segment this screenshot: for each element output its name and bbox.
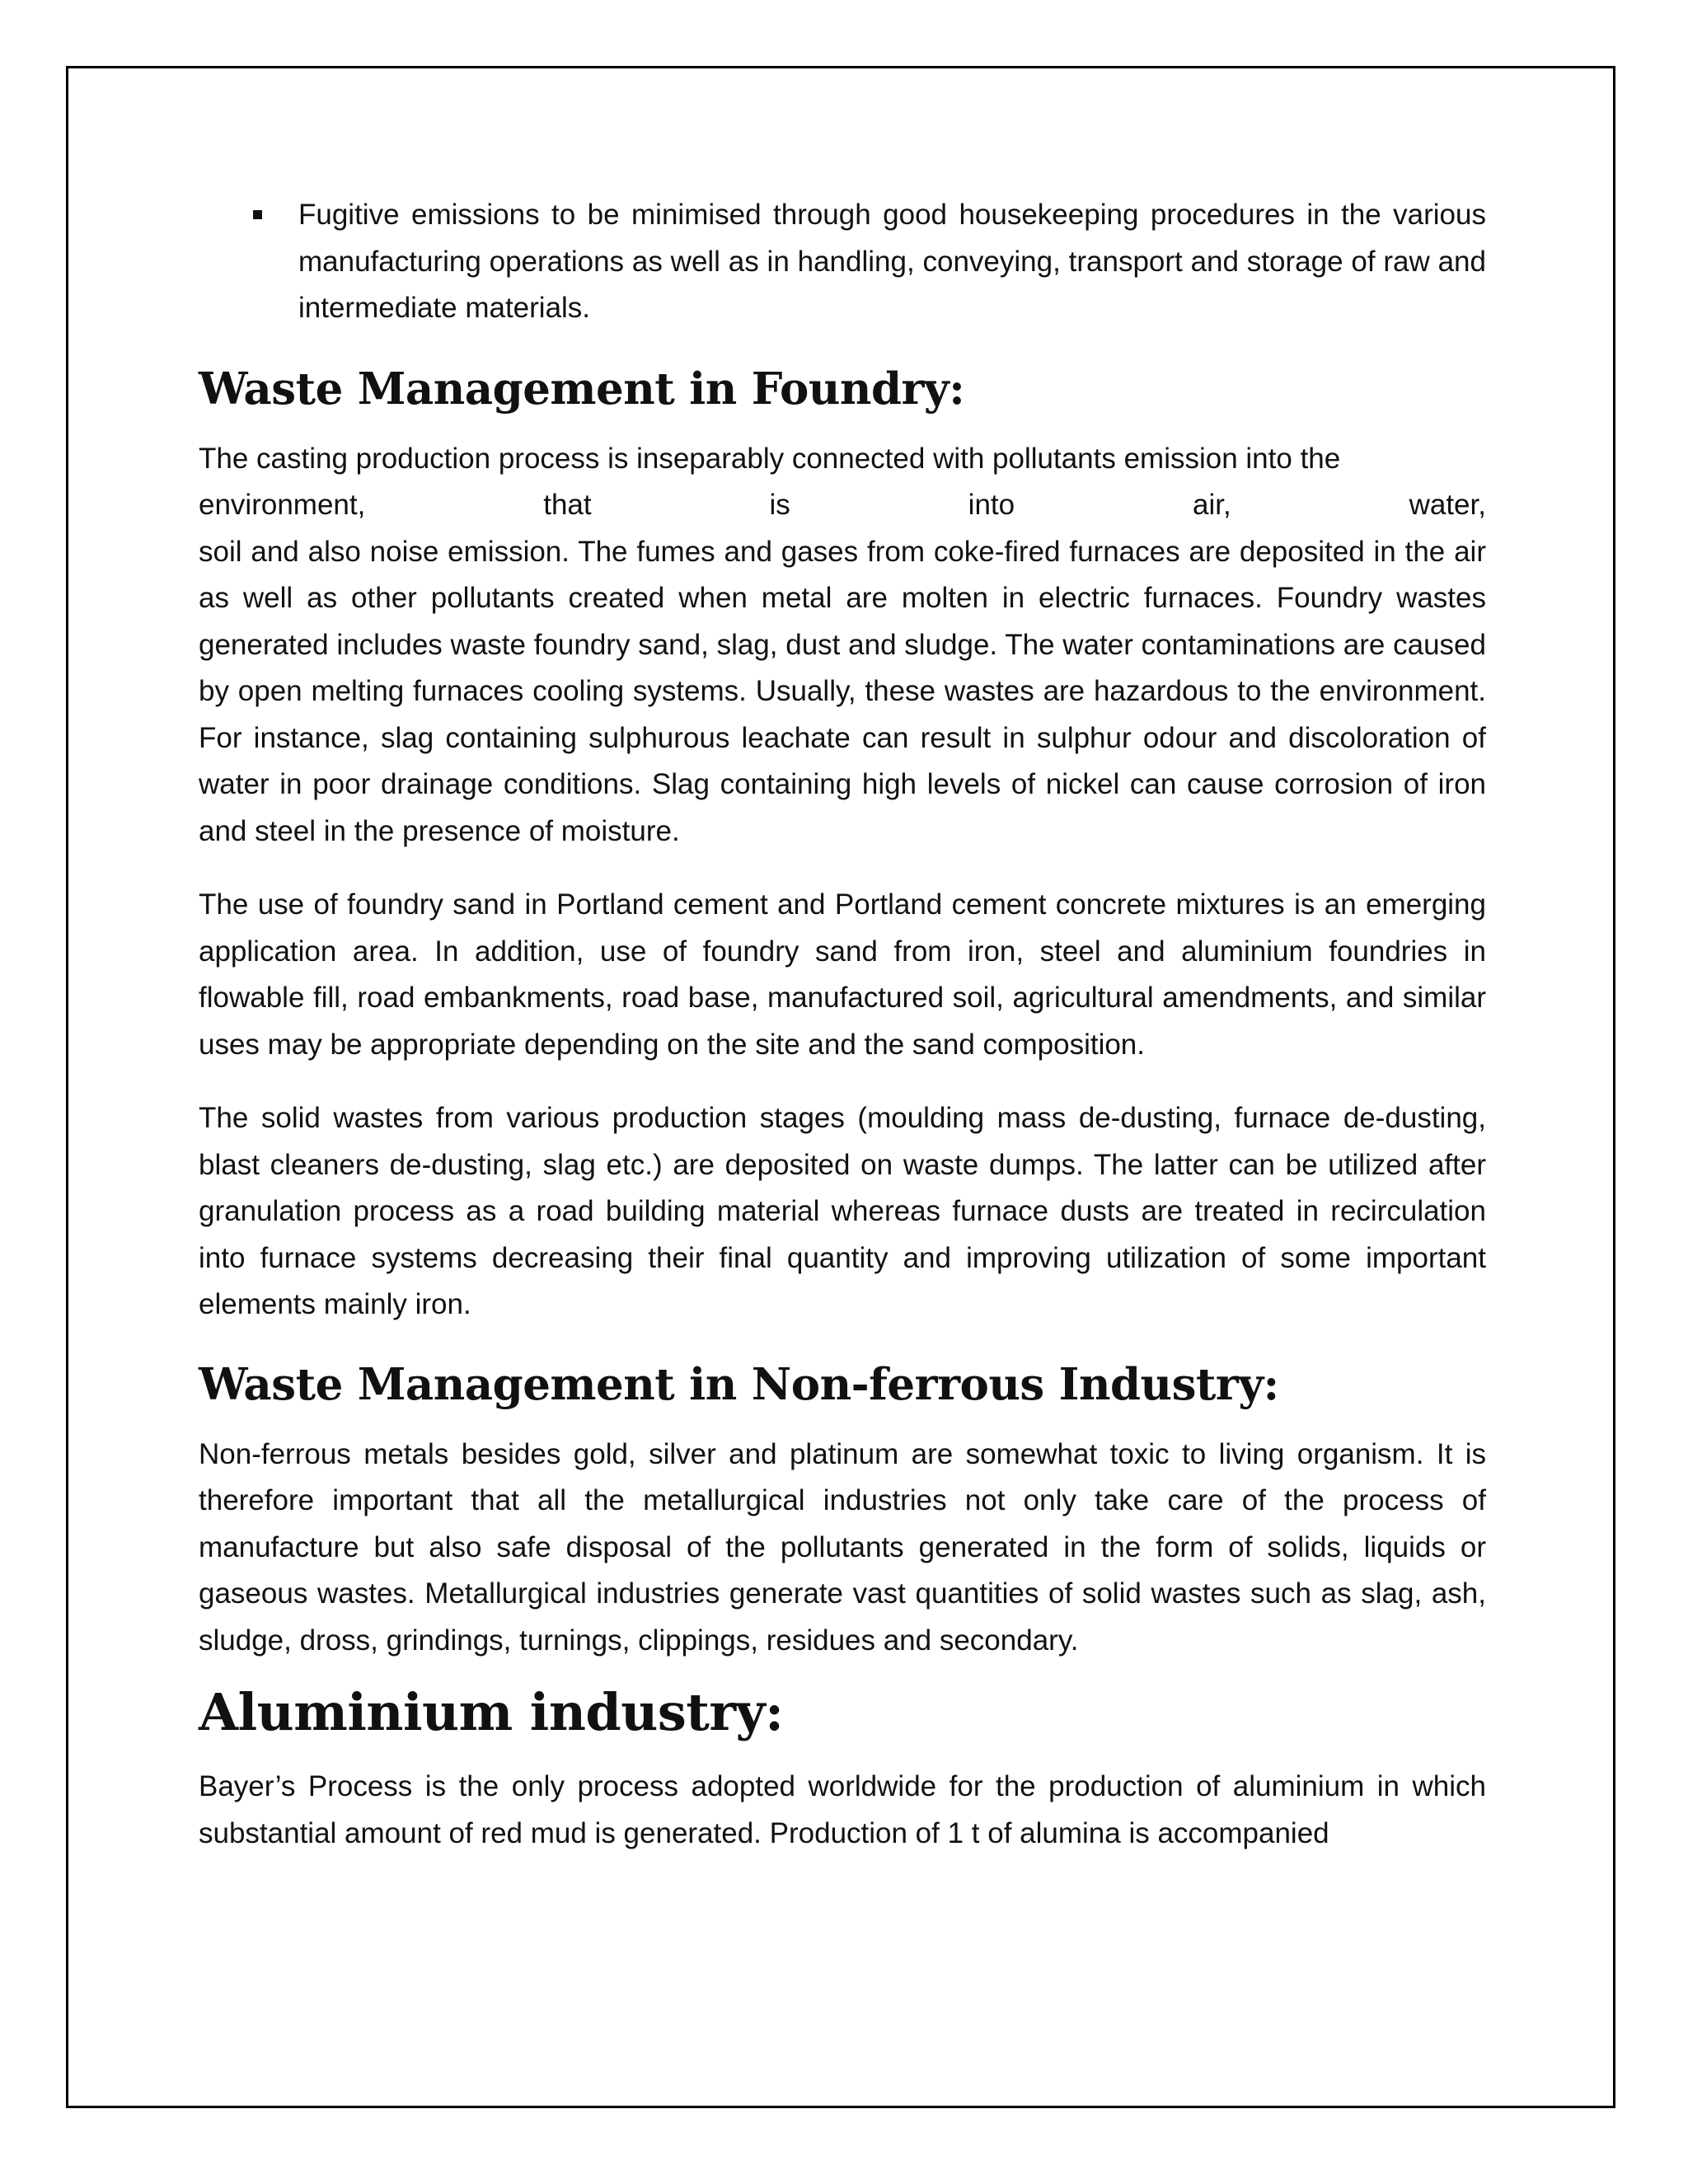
word: environment, xyxy=(199,489,366,521)
aluminium-paragraph-1: Bayer’s Process is the only process adopted worldwide for the production of aluminium in which substantial amount of red mud is generated. Production of 1 t of alumina is accompanied xyxy=(199,1770,1486,1849)
word: air, xyxy=(1193,489,1231,521)
foundry-paragraph-1 xyxy=(199,436,1486,855)
bullet-text: Fugitive emissions to be minimised through good housekeeping procedures in the various manufacturing operations as well as in handling, conveying, transport and storage of raw and intermediate materials. xyxy=(298,199,1486,324)
word: that xyxy=(543,489,592,521)
word: into xyxy=(968,489,1015,521)
word: is xyxy=(769,489,790,521)
nonferrous-paragraph-1: Non-ferrous metals besides gold, silver and platinum are somewhat toxic to living organism. It is therefore important that all the metallurgical industries not only take care of the process of manufacture but also safe disposal of the pollutants generated in the form of solids, liquids or gaseous wastes. Metallurgical industries generate vast quantities of solid wastes such as slag, ash, sludge, dross, grindings, turnings, clippings, residues and secondary. xyxy=(199,1437,1486,1657)
nonferrous-heading: Waste Management in Non-ferrous Industry: xyxy=(199,1358,1279,1410)
bullet-item xyxy=(199,192,1486,332)
word: water, xyxy=(1409,489,1486,521)
foundry-p1-line-1: The casting production process is inseparably connected with pollutants emission into the xyxy=(199,442,1341,475)
square-bullet-icon xyxy=(253,210,262,219)
foundry-p1-rest: soil and also noise emission. The fumes and gases from coke-fired furnaces are deposited in the air as well as other pollutants created when metal are molten in electric furnaces. Foundry wastes generated includes waste foundry sand, slag, dust and sludge. The water contaminations are caused by open melting furnaces cooling systems. Usually, these wastes are hazardous to the environment. For instance, slag containing sulphurous leachate can result in sulphur odour and discoloration of water in poor drainage conditions. Slag containing high levels of nickel can cause corrosion of iron and steel in the presence of moisture. xyxy=(199,535,1486,847)
foundry-paragraph-3: The solid wastes from various production stages (moulding mass de-dusting, furnace de-dusting, blast cleaners de-dusting, slag etc.) are deposited on waste dumps. The latter can be utilized after granulation process as a road building material whereas furnace dusts are treated in recirculation into furnace systems decreasing their final quantity and improving utilization of some important elements mainly iron. xyxy=(199,1102,1486,1320)
foundry-heading: Waste Management in Foundry: xyxy=(199,363,965,415)
foundry-p1-line-2 xyxy=(199,482,1486,529)
foundry-paragraph-2: The use of foundry sand in Portland cement and Portland cement concrete mixtures is an emerging application area. In addition, use of foundry sand from iron, steel and aluminium foundries in flowable fill, road embankments, road base, manufactured soil, agricultural amendments, and similar uses may be appropriate depending on the site and the sand composition. xyxy=(199,888,1486,1061)
aluminium-heading: Aluminium industry: xyxy=(199,1682,784,1742)
document-body xyxy=(199,192,1486,1884)
